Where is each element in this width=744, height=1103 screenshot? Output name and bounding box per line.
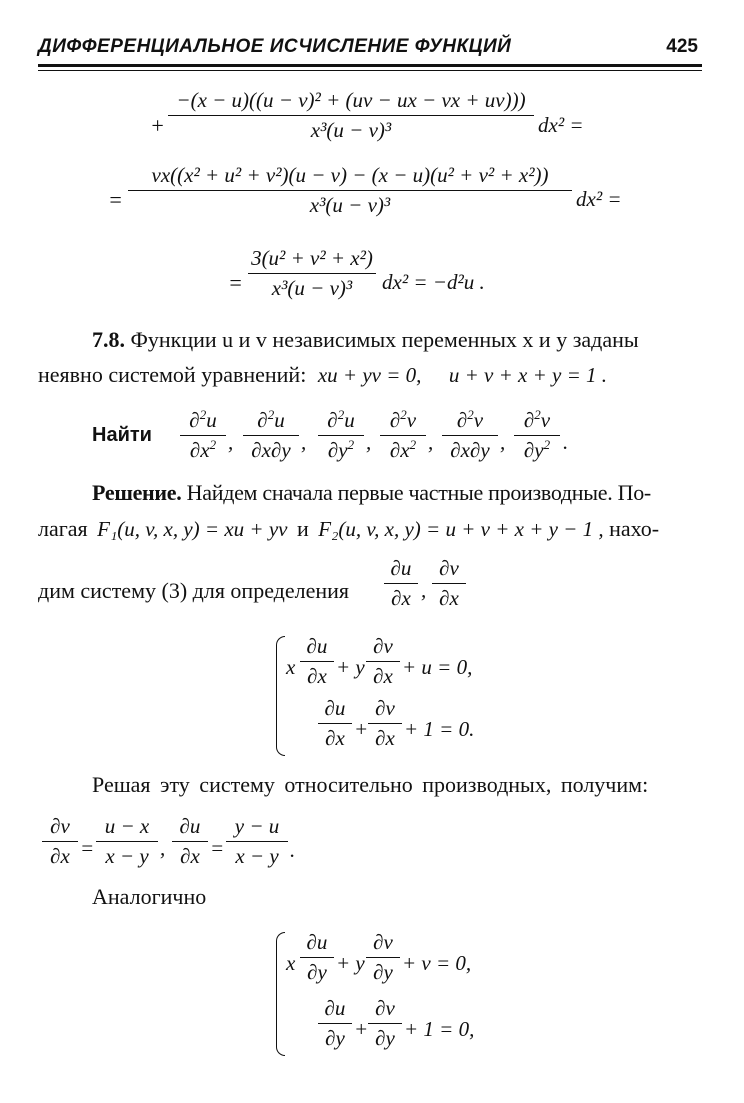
eq1-denominator: x³(u − v)³ bbox=[310, 118, 392, 142]
problem-eq-1: xu + yv = 0, bbox=[317, 363, 422, 387]
running-header: ДИФФЕРЕНЦИАЛЬНОЕ ИСЧИСЛЕНИЕ ФУНКЦИЙ bbox=[38, 36, 512, 57]
problem-line-1 bbox=[92, 327, 639, 353]
dv-dx: ∂v ∂x bbox=[432, 556, 466, 611]
eq1-fraction bbox=[168, 88, 534, 143]
eq2-numerator: vx((x² + u² + v²)(u − v) − (x − u)(u² + v² + x²)) bbox=[151, 163, 549, 187]
solution-text-2a: лагая bbox=[38, 516, 88, 541]
equals-sign: = bbox=[108, 187, 123, 212]
find-label: Найти bbox=[92, 424, 152, 446]
problem-text-1: Функции u и v независимых переменных x и y заданы bbox=[130, 327, 639, 352]
problem-text-2: неявно системой уравнений: bbox=[38, 362, 307, 387]
problem-line-2 bbox=[38, 362, 607, 388]
solution-line-1 bbox=[92, 480, 651, 506]
solving-text: Решая эту систему относительно производных, получим: bbox=[92, 772, 649, 797]
solution-text-2b: нахо- bbox=[609, 516, 660, 541]
solution-and: и bbox=[296, 516, 309, 541]
du-dx: ∂u ∂x bbox=[384, 556, 418, 611]
eq3-suffix: dx² = −d²u . bbox=[382, 270, 485, 294]
eq2-suffix: dx² = bbox=[576, 187, 622, 211]
solution-line-2 bbox=[38, 516, 659, 542]
f1-definition: F₁(u, v, x, y) = xu + yv bbox=[97, 517, 288, 541]
analog-text: Аналогично bbox=[92, 884, 207, 909]
equals-sign-2: = bbox=[228, 270, 243, 295]
plus-sign: + bbox=[150, 113, 165, 138]
eq2-denominator: x³(u − v)³ bbox=[309, 193, 391, 217]
solution-line-3: дим систему (3) для определения bbox=[38, 578, 350, 603]
f2-definition: F₂(u, v, x, y) = u + v + x + y − 1 , bbox=[318, 517, 604, 541]
system-brace-1 bbox=[276, 636, 285, 756]
eq2-fraction bbox=[128, 163, 572, 218]
solution-label: Решение. bbox=[92, 480, 182, 505]
d2v-dy2: ∂$^2$v $\partial y^2$ bbox=[514, 408, 560, 463]
eq1-numerator: −(x − u)((u − v)² + (uv − ux − vx + uv))) bbox=[176, 88, 526, 112]
eq3-denominator: x³(u − v)³ bbox=[271, 276, 353, 300]
problem-number: 7.8. bbox=[92, 327, 125, 352]
d2v-dx2: ∂$^2$v $\partial x^2$ bbox=[380, 408, 426, 463]
header-rule bbox=[38, 64, 702, 67]
eq3-fraction bbox=[248, 246, 376, 301]
d2v-dxdy: ∂$^2$v ∂x∂y bbox=[442, 408, 498, 463]
solution-text-1: Найдем сначала первые частные производные. По- bbox=[186, 480, 651, 505]
eq1-suffix: dx² = bbox=[538, 113, 584, 137]
d2u-dy2: ∂$^2$u $\partial y^2$ bbox=[318, 408, 364, 463]
problem-eq-2: u + v + x + y = 1 . bbox=[448, 363, 608, 387]
d2u-dx2: ∂$^2$u $\partial x^2$ bbox=[180, 408, 226, 463]
header-rule-thin bbox=[38, 70, 702, 71]
page-number: 425 bbox=[666, 36, 698, 57]
system-brace-2 bbox=[276, 932, 285, 1056]
eq3-numerator: 3(u² + v² + x²) bbox=[251, 246, 373, 270]
d2u-dxdy: ∂$^2$u ∂x∂y bbox=[243, 408, 299, 463]
